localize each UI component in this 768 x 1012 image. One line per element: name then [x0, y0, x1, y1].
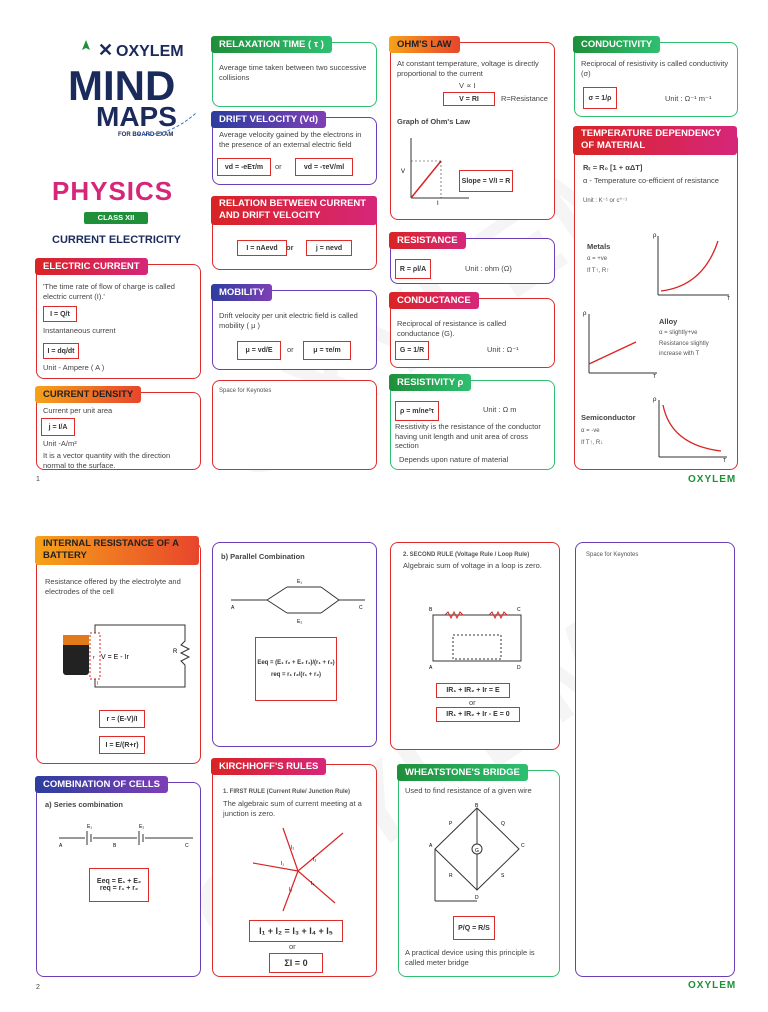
- resistance-header: RESISTANCE: [389, 232, 466, 249]
- ohms-prop: V ∝ I: [459, 81, 476, 90]
- wheatstone-card: [398, 767, 560, 977]
- internal-resistance-header: INTERNAL RESISTANCE OF A BATTERY: [35, 536, 199, 565]
- loop-formula-1: IR₁ + IR₂ + Ir = E: [436, 683, 510, 698]
- conductivity-def: Reciprocal of resistivity is called conductivity (σ): [581, 59, 729, 78]
- keynotes-label: Space for Keynotes: [219, 388, 272, 394]
- ohms-law-def: At constant temperature, voltage is directly proportional to the current: [397, 59, 539, 78]
- kirchhoff-rule1: 1. FIRST RULE (Current Rule/ Junction Rule): [223, 789, 351, 795]
- relation-card: [212, 198, 377, 270]
- drift-formula-1: vd = -eEτ/m: [217, 158, 271, 176]
- svg-text:P: P: [449, 821, 453, 827]
- internal-resistance-formula-1: r = (E-V)/I: [99, 710, 145, 728]
- svg-text:G: G: [475, 848, 479, 854]
- svg-text:E₁: E₁: [297, 579, 303, 585]
- conductivity-card: [574, 39, 738, 117]
- footer-brand-2: OXYLEM: [688, 980, 737, 991]
- parallel-formula-1: Eeq = (E₁ r₂ + E₂ r₁)/(r₁ + r₂): [257, 660, 335, 666]
- ohms-formula: V = RI: [443, 92, 495, 106]
- drift-header: DRIFT VELOCITY (Vd): [211, 111, 326, 128]
- alloy-alpha: α = slightly+ve: [659, 330, 698, 336]
- subject-title: PHYSICS: [52, 176, 174, 206]
- svg-text:S: S: [501, 873, 505, 879]
- page-number-2: 2: [36, 984, 40, 991]
- relaxation-def: Average time taken between two successive collisions: [219, 63, 367, 82]
- current-density-note: It is a vector quantity with the direction normal to the surface.: [43, 451, 171, 470]
- svg-text:I₃: I₃: [313, 857, 317, 863]
- temperature-header: TEMPERATURE DEPENDENCY OF MATERIAL: [573, 126, 737, 155]
- ohms-graph-label: Graph of Ohm's Law: [397, 117, 471, 126]
- relaxation-header: RELAXATION TIME ( τ ): [211, 36, 332, 53]
- resistivity-formula: ρ = m/ne²τ: [395, 401, 439, 421]
- keynotes-card-2[interactable]: [575, 542, 735, 977]
- parallel-circuit: [229, 575, 369, 625]
- combination-card: [36, 779, 201, 977]
- combination-header: COMBINATION OF CELLS: [35, 776, 168, 793]
- conductivity-unit: Unit : Ω⁻¹ m⁻¹: [665, 94, 712, 103]
- svg-text:A: A: [59, 843, 63, 849]
- wheatstone-header: WHEATSTONE'S BRIDGE: [397, 764, 528, 781]
- svg-text:E₂: E₂: [139, 824, 145, 830]
- resistance-card: [390, 235, 555, 284]
- series-formula-box: [89, 868, 149, 902]
- wheatstone-diagram: [429, 803, 539, 903]
- mobility-or: or: [287, 345, 294, 354]
- loop-rule-card: [390, 542, 560, 750]
- ohms-law-header: OHM'S LAW: [389, 36, 460, 53]
- svg-text:C: C: [521, 843, 525, 849]
- internal-resistance-def: Resistance offered by the electrolyte and electrodes of the cell: [45, 577, 181, 596]
- svg-text:B: B: [475, 803, 479, 809]
- semiconductor-graph: [651, 395, 731, 465]
- conductance-def: Reciprocal of resistance is called conductance (G).: [397, 319, 507, 338]
- wheatstone-note: A practical device using this principle is called meter bridge: [405, 948, 535, 967]
- drift-card: [212, 114, 377, 185]
- svg-text:E₂: E₂: [297, 619, 303, 625]
- svg-text:D: D: [475, 895, 479, 901]
- parallel-formula-2: req = r₁ r₂/(r₁ + r₂): [271, 672, 321, 678]
- semiconductor-label: Semiconductor: [581, 413, 636, 422]
- svg-text:I₅: I₅: [289, 887, 293, 893]
- svg-text:R: R: [173, 649, 178, 655]
- keynotes-label-2: Space for Keynotes: [586, 552, 639, 558]
- conductance-header: CONDUCTANCE: [389, 292, 479, 309]
- kirchhoff-header: KIRCHHOFF'S RULES: [211, 758, 326, 775]
- current-density-unit: Unit -A/m²: [43, 439, 77, 448]
- ohms-slope-formula: Slope = V/I = R: [459, 170, 513, 192]
- loop-rule-title: 2. SECOND RULE (Voltage Rule / Loop Rule): [403, 552, 530, 558]
- mobility-formula-2: μ = τe/m: [303, 341, 351, 360]
- resistivity-def: Resistivity is the resistance of the conductor having unit length and unit area of cross section: [395, 422, 541, 450]
- resistivity-header: RESISTIVITY ρ: [389, 374, 471, 391]
- series-label: a) Series combination: [45, 800, 123, 809]
- battery-circuit: [57, 623, 197, 693]
- resistivity-unit: Unit : Ω m: [483, 405, 517, 414]
- chapter-title: CURRENT ELECTRICITY: [52, 234, 181, 246]
- current-density-card: [36, 389, 201, 470]
- svg-text:I₂: I₂: [291, 845, 295, 851]
- svg-text:V = E - Ir: V = E - Ir: [101, 654, 129, 661]
- logo-sub: FOR BOARD EXAM: [118, 132, 174, 138]
- svg-text:ρ: ρ: [653, 233, 657, 239]
- footer-brand: OXYLEM: [688, 474, 737, 485]
- svg-text:I: I: [97, 681, 99, 687]
- junction-diagram: [243, 823, 353, 913]
- svg-text:C: C: [359, 605, 363, 611]
- relaxation-card: [212, 39, 377, 107]
- relation-formula-1: I = nAevd: [237, 240, 287, 256]
- current-density-def: Current per unit area: [43, 406, 113, 415]
- resistivity-card: [390, 377, 555, 470]
- svg-text:B: B: [429, 607, 433, 613]
- page-number: 1: [36, 476, 40, 483]
- svg-text:T: T: [723, 458, 727, 464]
- relation-or: or: [286, 243, 294, 252]
- svg-text:ρ: ρ: [653, 397, 657, 403]
- parallel-card: [212, 542, 377, 747]
- alloy-note: Resistance slightly increase with T: [659, 341, 709, 357]
- keynotes-card-1[interactable]: [212, 380, 377, 470]
- internal-resistance-formula-2: I = E/(R+r): [99, 736, 145, 754]
- class-badge: CLASS XII: [84, 212, 148, 224]
- kirchhoff-or: or: [289, 942, 296, 951]
- alloy-graph: [581, 309, 661, 379]
- mobility-formula-1: μ = vd/E: [237, 341, 281, 360]
- relation-header: RELATION BETWEEN CURRENT AND DRIFT VELOCITY: [211, 196, 377, 225]
- series-circuit: [57, 821, 197, 851]
- kirchhoff-formula-1: I₁ + I₂ = I₃ + I₄ + I₅: [249, 920, 343, 942]
- metals-rule: If T↑, R↑: [587, 268, 610, 274]
- alloy-label: Alloy: [659, 317, 678, 326]
- conductivity-header: CONDUCTIVITY: [573, 36, 660, 53]
- current-density-formula: j = I/A: [41, 418, 75, 436]
- kirchhoff-def: The algebraic sum of current meeting at a junction is zero.: [223, 799, 362, 818]
- ohms-law-card: [390, 39, 555, 220]
- svg-text:R: R: [449, 873, 453, 879]
- wheatstone-formula: P/Q = R/S: [453, 916, 495, 940]
- metals-graph: [653, 231, 733, 301]
- drift-formula-2: vd = -τeV/ml: [295, 158, 353, 176]
- drift-or: or: [275, 162, 282, 171]
- logo-mind: MIND: [68, 62, 176, 109]
- svg-text:Q: Q: [501, 821, 505, 827]
- conductance-formula: G = 1/R: [395, 341, 429, 360]
- svg-text:C: C: [185, 843, 189, 849]
- conductivity-formula: σ = 1/ρ: [583, 87, 617, 109]
- electric-current-header: ELECTRIC CURRENT: [35, 258, 148, 275]
- series-formula-1: Eeq = E₁ + E₂: [96, 878, 142, 885]
- alpha-def: α - Temperature co-efficient of resistance: [583, 176, 719, 185]
- temperature-unit: Unit : K⁻¹ or c°⁻¹: [583, 198, 628, 204]
- temperature-formula: Rₜ = R₀ [1 + αΔT]: [583, 163, 643, 172]
- relation-formula-2: j = nevd: [306, 240, 352, 256]
- svg-text:C: C: [517, 607, 521, 613]
- svg-text:A: A: [231, 605, 235, 611]
- wheatstone-def: Used to find resistance of a given wire: [405, 786, 532, 795]
- mobility-def: Drift velocity per unit electric field is called mobility ( μ ): [219, 311, 358, 330]
- svg-text:ρ: ρ: [583, 311, 587, 317]
- svg-text:V: V: [401, 169, 406, 175]
- series-formula-2: req = r₁ + r₂: [99, 885, 139, 892]
- ohms-r-label: R=Resistance: [501, 94, 548, 103]
- svg-text:A: A: [429, 843, 433, 849]
- svg-text:E₁: E₁: [87, 824, 93, 830]
- conductance-card: [390, 295, 555, 368]
- electric-current-def: 'The time rate of flow of charge is called electric current (I).': [43, 282, 175, 301]
- mobility-header: MOBILITY: [211, 284, 272, 301]
- ohms-graph: [401, 133, 471, 205]
- mobility-card: [212, 287, 377, 370]
- parallel-formula-box: [255, 637, 337, 701]
- semiconductor-alpha: α = -ve: [581, 428, 600, 434]
- svg-text:T: T: [727, 296, 731, 301]
- electric-current-card: [36, 261, 201, 379]
- semiconductor-rule: If T↑, R↓: [581, 440, 604, 446]
- drift-def: Average velocity gained by the electrons in the presence of an external electric field: [219, 130, 362, 149]
- kirchhoff-formula-2: ΣI = 0: [269, 953, 323, 973]
- svg-text:T: T: [653, 374, 657, 379]
- svg-text:r: r: [93, 655, 95, 661]
- loop-circuit: [427, 601, 527, 669]
- instantaneous-label: Instantaneous current: [43, 326, 116, 335]
- logo-brand: OXYLEM: [116, 43, 184, 60]
- internal-resistance-card: [36, 538, 201, 764]
- resistivity-dep: Depends upon nature of material: [399, 455, 509, 464]
- resistance-unit: Unit : ohm (Ω): [465, 264, 512, 273]
- current-formula: I = Q/t: [43, 306, 77, 322]
- svg-text:A: A: [429, 665, 433, 669]
- svg-text:I₄: I₄: [311, 881, 315, 887]
- parallel-label: b) Parallel Combination: [221, 552, 305, 561]
- svg-text:✕: ✕: [98, 40, 114, 60]
- svg-text:B: B: [113, 843, 117, 849]
- svg-text:D: D: [517, 665, 521, 669]
- loop-formula-2: IR₁ + IR₂ + Ir - E = 0: [436, 707, 520, 722]
- loop-rule-def: Algebraic sum of voltage in a loop is zero.: [403, 561, 542, 570]
- logo: [68, 38, 198, 138]
- svg-text:I₁: I₁: [281, 861, 285, 867]
- metals-label: Metals: [587, 242, 611, 251]
- logo-mark: [68, 38, 198, 138]
- current-density-header: CURRENT DENSITY: [35, 386, 141, 403]
- loop-or: or: [469, 698, 476, 707]
- resistance-formula: R = ρl/A: [395, 259, 431, 279]
- instantaneous-formula: I = dq/dt: [43, 343, 79, 359]
- current-unit: Unit - Ampere ( A ): [43, 363, 105, 372]
- logo-maps: MAPS: [96, 101, 177, 132]
- kirchhoff-card: [212, 761, 377, 977]
- metals-alpha: α = +ve: [587, 256, 608, 262]
- conductance-unit: Unit : Ω⁻¹: [487, 345, 519, 354]
- temperature-card: [574, 128, 738, 470]
- svg-text:I: I: [437, 201, 439, 205]
